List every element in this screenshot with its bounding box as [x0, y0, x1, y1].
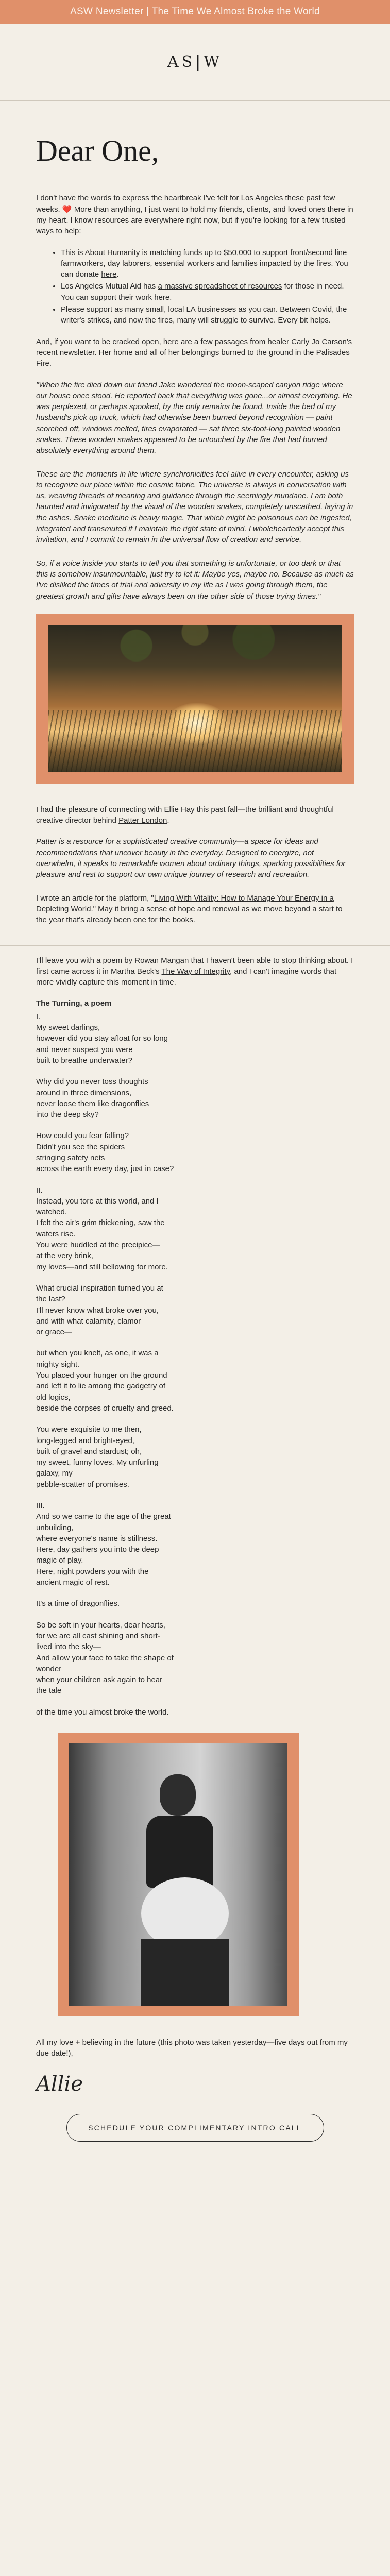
carly-quote-block	[36, 380, 354, 602]
article-paragraph: I wrote an article for the platform, "Living With Vitality: How to Manage Your Energy in a Depleting World." May it bring a sense of hope and renewal as we move beyond a start to the year that's already been one for the books.	[36, 893, 343, 925]
living-with-vitality-link[interactable]: Living With Vitality: How to Manage Your Energy in a Depleting World	[36, 893, 334, 913]
patter-quote: Patter is a resource for a sophisticated creative community—a space for ideas and recommendations that uncover beauty in the everyday. Designed to energize, not overwhelm, it speaks to remarkable women about ordinary things, sparking possibilities for pleasure and rest to support our own unique journey of research and recreation.	[36, 837, 346, 879]
poem-intro-paragraph: I'll leave you with a poem by Rowan Mangan that I haven't been able to stop thinking about. I first came across it in Martha Beck's The Way of Integrity, and I can't imagine words that more vividly capture this moment in time.	[36, 956, 353, 987]
cta-wrapper	[36, 2114, 354, 2142]
list-item: • Los Angeles Mutual Aid has a massive spreadsheet of resources for those in need. You can support their work here.	[61, 281, 354, 303]
quote-paragraph: So, if a voice inside you starts to tell you that something is unfortunate, or too dark or that this is somehow insurmountable, just try to let it: Maybe yes, maybe no. Because as much as I've disliked the times of trial and adversity in my life as I was going through them, the greatest growth and gifts have always been on the other side of those trying times."	[36, 558, 354, 601]
closing-caption: All my love + believing in the future (this photo was taken yesterday—five days out from my due date!),	[36, 2038, 348, 2058]
list-item: • This is About Humanity is matching funds up to $50,000 to support front/second line farmworkers, day laborers, essential workers and families impacted by the fires. You can donate here.	[61, 247, 354, 280]
about-humanity-link[interactable]: This is About Humanity	[61, 248, 140, 257]
figure-top-shape	[146, 1816, 213, 1888]
poem-stanza: It's a time of dragonflies.	[36, 1599, 120, 1608]
poem-stanza: II. Instead, you tore at this world, and I watched. I felt the air's grim thickening, saw the waters rise. You were huddled at the precipice— at the very brink, my loves—and still bellowing for more.	[36, 1185, 168, 1272]
figure-belly-shape	[141, 1877, 229, 1950]
help-resources-list	[61, 247, 354, 326]
poem-stanza: but when you knelt, as one, it was a mighty sight. You placed your hunger on the ground and left it to lie among the gadgetry of old logics, beside the corpses of cruelty and greed.	[36, 1349, 174, 1413]
way-of-integrity-link[interactable]: The Way of Integrity	[161, 967, 230, 976]
poem-stanza: You were exquisite to me then, long-legged and bright-eyed, built of gravel and stardust; oh, my sweet, funny loves. My unfurling galaxy, my pebble-scatter of promises.	[36, 1425, 159, 1489]
foliage-shape	[48, 625, 342, 692]
section-divider	[0, 945, 390, 946]
quote-paragraph: These are the moments in life where synchronicities feel alive in every encounter, asking us to recognize our place within the cosmic fabric. The universe is always in conversation with us, weaving threads of meaning and guidance through the seemingly mundane. I am both haunted and invigorated by the visual of the wooden snakes, completely unscathed, laying in the ashes. Snake medicine is heavy magic. That which might be poisonous can be ingested, integrated and transmuted if I maintain the right state of mind. I wholeheartedly accept this invitation, and I commit to remain in the universal flow of creation and service.	[36, 469, 353, 545]
poem-stanza: I. My sweet darlings, however did you stay afloat for so long and never suspect you were built to breathe underwater?	[36, 1012, 168, 1065]
sunset-grass-photo	[48, 625, 342, 772]
patter-london-link[interactable]: Patter London	[118, 816, 167, 825]
quote-paragraph: "When the fire died down our friend Jake wandered the moon-scaped canyon ridge where our house once stood. He reported back that everything was gone...or almost everything. He was perplexed, or perhaps spooked, by the only remains he found. Inside the bed of my husband's pick up truck, which had otherwise been burned beyond recognition — paint scorched off, windows melted, tires evaporated — sat three six-foot-long painted wooden snakes. These wooden snakes appeared to be untouched by the fire that had burned absolutely everything around them.	[36, 380, 352, 455]
patter-paragraph: I had the pleasure of connecting with Ellie Hay this past fall—the brilliant and thoughtful creative director behind Patter London.	[36, 805, 334, 825]
poem-title: The Turning, a poem	[36, 999, 112, 1008]
brand-logo[interactable]: AS|W	[167, 53, 223, 71]
poem-stanza: Why did you never toss thoughts around in three dimensions, never loose them like dragonflies into the deep sky?	[36, 1077, 149, 1120]
main-content	[0, 130, 390, 2142]
logo-header	[0, 24, 390, 101]
la-mutual-aid-text: Los Angeles Mutual Aid	[61, 282, 141, 291]
schedule-intro-call-button[interactable]: SCHEDULE YOUR COMPLIMENTARY INTRO CALL	[66, 2114, 324, 2142]
poem-stanza: What crucial inspiration turned you at the last? I'll never know what broke over you, and with what calamity, clamor or grace—	[36, 1283, 163, 1337]
poem-stanza: of the time you almost broke the world.	[36, 1707, 169, 1717]
grass-shape	[48, 710, 342, 772]
figure-skirt-shape	[141, 1939, 229, 2006]
poem-stanza: III. And so we came to the age of the great unbuilding, where everyone's name is stillness. Here, day gathers you into the deep magic of play. Here, night powders you with the ancient magic of rest.	[36, 1501, 171, 1587]
carly-intro-paragraph: And, if you want to be cracked open, here are a few passages from healer Carly Jo Carson's recent newsletter. Her home and all of her belongings burned to the ground in the Palisades Fire.	[36, 337, 352, 368]
banner-title: ASW Newsletter | The Time We Almost Broke the World	[70, 6, 320, 17]
poem-stanza: How could you fear falling? Didn't you see the spiders stringing safety nets across the earth every day, just in case?	[36, 1131, 174, 1174]
landscape-photo-frame	[36, 614, 354, 784]
intro-paragraph: I don't have the words to express the heartbreak I've felt for Los Angeles these past few weeks. ❤️ More than anything, I just want to hold my friends, clients, and loved ones there in my heart. I know resources are everywhere right now, but if you're looking for a few trusted ways to help:	[36, 194, 353, 236]
portrait-photo-frame	[58, 1733, 299, 2016]
pregnancy-portrait-photo	[69, 1743, 287, 2006]
donate-here-link[interactable]: here	[101, 270, 117, 279]
figure-head-shape	[160, 1774, 196, 1816]
list-item: • Please support as many small, local LA businesses as you can. Between Covid, the writer's strikes, and now the fires, many will struggle to survive. Every bit helps.	[61, 304, 354, 326]
handwritten-signature: Allie	[36, 2072, 83, 2096]
resources-spreadsheet-link[interactable]: a massive spreadsheet of resources	[158, 282, 282, 291]
greeting-heading: Dear One,	[36, 134, 159, 167]
poem-stanza: So be soft in your hearts, dear hearts, for we are all cast shining and short- lived into the sky— And allow your face to take the shape of wonder when your children ask again to hear the tale	[36, 1620, 174, 1696]
top-banner	[0, 0, 390, 24]
